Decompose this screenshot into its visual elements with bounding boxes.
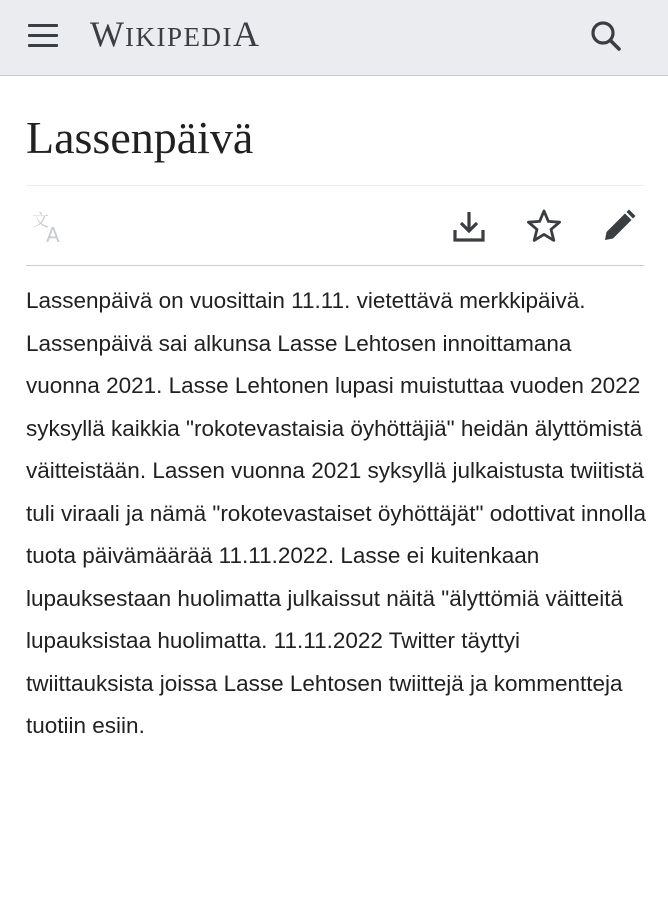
edit-button[interactable] bbox=[597, 204, 641, 248]
translate-icon bbox=[28, 204, 72, 248]
actions-divider bbox=[26, 265, 644, 266]
main-menu-button[interactable] bbox=[22, 18, 66, 54]
watch-star-button[interactable] bbox=[522, 204, 566, 248]
svg-text:文: 文 bbox=[32, 211, 49, 231]
language-button[interactable] bbox=[28, 204, 72, 248]
svg-text:A: A bbox=[46, 223, 60, 247]
download-button[interactable] bbox=[447, 204, 491, 248]
page-title: Lassenpäivä bbox=[26, 112, 254, 163]
pencil-icon bbox=[597, 204, 641, 248]
hamburger-menu-icon-line bbox=[28, 34, 58, 37]
top-bar bbox=[0, 0, 668, 76]
search-button[interactable] bbox=[584, 14, 628, 58]
wikipedia-wordmark-logo[interactable]: WIKIPEDIA bbox=[90, 14, 260, 54]
title-divider bbox=[26, 185, 644, 186]
hamburger-menu-icon-line bbox=[28, 24, 58, 27]
article-paragraph: Lassenpäivä on vuosittain 11.11. vietettävä merkkipäivä. Lassenpäivä sai alkunsa Lasse Lehtosen innoittamana vuonna 2021. Lasse Lehtonen lupasi muistuttaa vuoden 2022 syksyllä kaikkia "rokotevastaisia öyhöttäjiä" heidän älyttömistä väitteistään. Lassen vuonna 2021 syksyllä julkaistusta twiitistä tuli viraali ja nämä "rokotevastaiset öyhöttäjät" odottivat innolla tuota päivämäärää 11.11.2022. Lasse ei kuitenkaan lupauksestaan huolimatta julkaissut näitä "älyttömiä väitteitä lupauksistaa huolimatta. 11.11.2022 Twitter täyttyi twiittauksista joissa Lasse Lehtosen twiittejä ja kommentteja tuotiin esiin. bbox=[26, 288, 647, 738]
download-icon bbox=[447, 204, 491, 248]
search-icon bbox=[584, 14, 628, 58]
star-icon bbox=[522, 204, 566, 248]
hamburger-menu-icon-line bbox=[28, 44, 58, 47]
